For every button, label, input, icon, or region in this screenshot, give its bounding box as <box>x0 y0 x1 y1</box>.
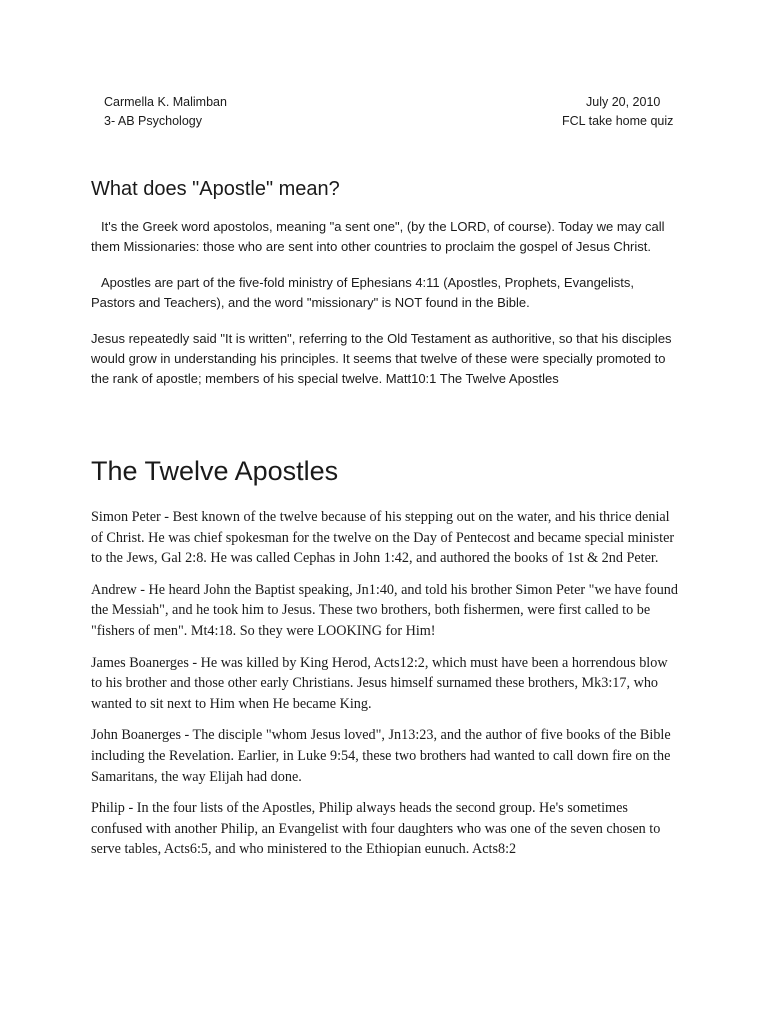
quiz-info <box>562 93 674 131</box>
intro-paragraph: Apostles are part of the five-fold ministry of Ephesians 4:11 (Apostles, Prophets, Evangelists, Pastors and Teachers), and the word "missionary" is NOT found in the Bible. <box>91 274 635 311</box>
student-info <box>104 93 227 131</box>
apostle-entry: Andrew - He heard John the Baptist speaking, Jn1:40, and told his brother Simon Peter "we have found the Messiah", and he took him to Jesus. These two brothers, both fishermen, were first called to be "fishers of men". Mt4:18. So they were LOOKING for Him! <box>91 581 678 639</box>
apostles-list <box>91 507 681 871</box>
apostle-entry: Simon Peter - Best known of the twelve because of his stepping out on the water, and his thrice denial of Christ. He was chief spokesman for the twelve on the Day of Pentecost and became special minister to the Jews, Gal 2:8. He was called Cephas in John 1:42, and authored the books of 1st & 2nd Peter. <box>91 509 675 567</box>
quiz-title: FCL take home quiz <box>562 114 674 128</box>
intro-paragraph: It's the Greek word apostolos, meaning "a sent one", (by the LORD, of course). Today we may call them Missionaries: those who are sent into other countries to proclaim the gospel of Jesus Christ. <box>91 219 665 255</box>
student-name: Carmella K. Malimban <box>104 95 227 109</box>
section-heading-twelve-apostles: The Twelve Apostles <box>91 456 339 486</box>
intro-section <box>91 217 681 405</box>
apostle-entry: John Boanerges - The disciple "whom Jesus loved", Jn13:23, and the author of five books of the Bible including the Revelation. Earlier, in Luke 9:54, these two brothers had wanted to call down fire on the Samaritans, the way Elijah had done. <box>91 727 671 785</box>
intro-paragraph: Jesus repeatedly said "It is written", referring to the Old Testament as authoritive, so that his disciples would grow in understanding his principles. It seems that twelve of these were specially promoted to the rank of apostle; members of his special twelve. Matt10:1 The Twelve Apostles <box>91 330 672 387</box>
apostle-entry: Philip - In the four lists of the Apostles, Philip always heads the second group. He's sometimes confused with another Philip, an Evangelist with four daughters who was one of the seven chosen to serve tables, Acts6:5, and who ministered to the Ethiopian eunuch. Acts8:2 <box>91 800 661 858</box>
apostle-entry: James Boanerges - He was killed by King Herod, Acts12:2, which must have been a horrendous blow to his brother and those other early Christians. Jesus himself surnamed these brothers, Mk3:17, who wanted to sit next to Him when He became King. <box>91 654 668 712</box>
quiz-date: July 20, 2010 <box>586 95 661 109</box>
section-heading-apostle-meaning: What does "Apostle" mean? <box>91 178 340 200</box>
student-course: 3- AB Psychology <box>104 114 202 128</box>
